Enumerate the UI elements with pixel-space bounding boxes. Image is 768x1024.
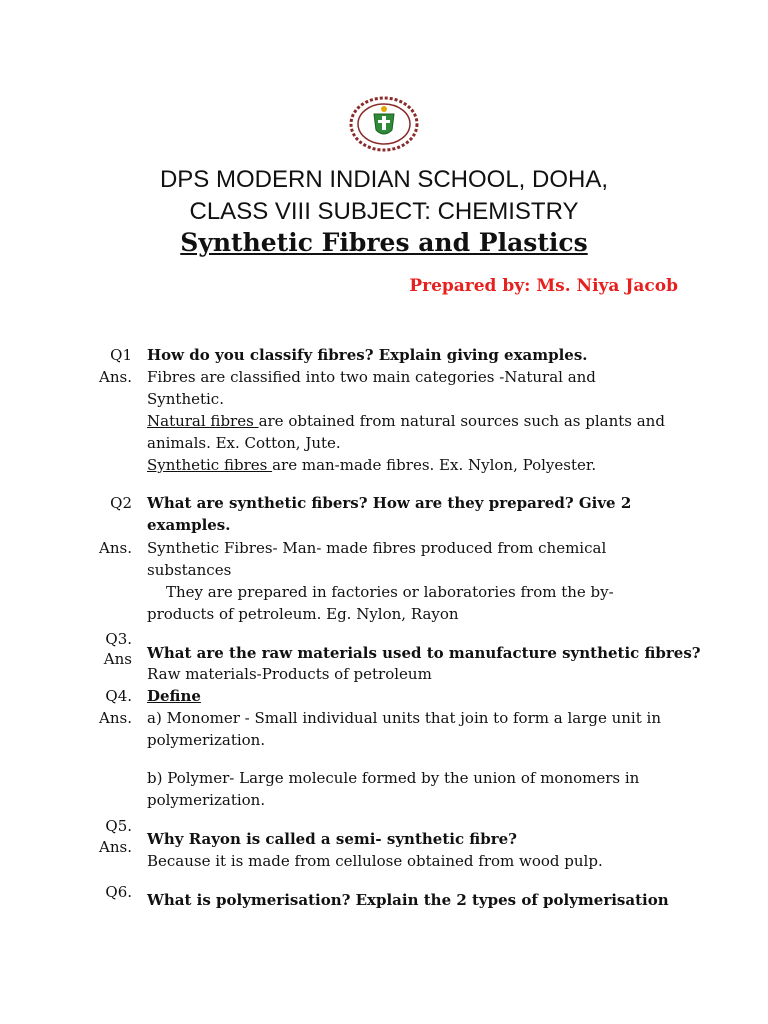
- answer-label: Ans.: [99, 709, 132, 727]
- question-label: Q6.: [105, 883, 132, 901]
- answer-label: Ans.: [99, 838, 132, 856]
- page-title: Synthetic Fibres and Plastics: [180, 228, 588, 257]
- question-text: What are synthetic fibers? How are they prepared? Give 2: [147, 494, 632, 512]
- question-text: How do you classify fibres? Explain giving examples.: [147, 346, 588, 364]
- answer-line: [147, 456, 596, 474]
- answer-label: Ans: [103, 650, 132, 668]
- question-text: Why Rayon is called a semi- synthetic fibre?: [147, 830, 517, 848]
- question-text: examples.: [147, 516, 231, 534]
- question-label: Q5.: [105, 817, 132, 835]
- answer-line: polymerization.: [147, 731, 266, 749]
- answer-label: Ans.: [99, 539, 132, 557]
- class-subject: CLASS VIII SUBJECT: CHEMISTRY: [189, 198, 579, 225]
- answer-line: Raw materials-Products of petroleum: [147, 665, 432, 683]
- answer-line: [147, 412, 665, 430]
- question-label: Q4.: [105, 687, 132, 705]
- answer-line: animals. Ex. Cotton, Jute.: [147, 434, 341, 452]
- question-label: Q2: [110, 494, 132, 512]
- answer-line: Synthetic Fibres- Man- made fibres produced from chemical: [147, 539, 607, 557]
- answer-line: Fibres are classified into two main categories -Natural and: [147, 368, 596, 386]
- answer-line: Because it is made from cellulose obtained from wood pulp.: [147, 852, 603, 870]
- answer-line: a) Monomer - Small individual units that join to form a large unit in: [147, 709, 661, 727]
- answer-line: products of petroleum. Eg. Nylon, Rayon: [147, 605, 459, 623]
- answer-line: substances: [147, 561, 232, 579]
- question-text: What are the raw materials used to manufacture synthetic fibres?: [147, 644, 701, 662]
- question-label: Q3.: [105, 630, 132, 648]
- underlined-term: Synthetic fibres: [147, 456, 273, 474]
- school-name: DPS MODERN INDIAN SCHOOL, DOHA,: [159, 166, 609, 193]
- question-text: Define: [147, 687, 201, 705]
- answer-line: b) Polymer- Large molecule formed by the union of monomers in: [147, 769, 640, 787]
- answer-line: Synthetic.: [147, 390, 224, 408]
- underlined-term: Natural fibres: [147, 412, 259, 430]
- answer-label: Ans.: [99, 368, 132, 386]
- answer-line: They are prepared in factories or laboratories from the by-: [166, 583, 614, 601]
- answer-line: polymerization.: [147, 791, 266, 809]
- answer-text: are obtained from natural sources such as plants and: [258, 412, 665, 430]
- question-text: What is polymerisation? Explain the 2 types of polymerisation: [147, 891, 669, 909]
- school-logo: [348, 96, 420, 152]
- answer-text: are man-made fibres. Ex. Nylon, Polyester.: [272, 456, 597, 474]
- question-label: Q1: [110, 346, 132, 364]
- prepared-by: Prepared by: Ms. Niya Jacob: [409, 276, 678, 296]
